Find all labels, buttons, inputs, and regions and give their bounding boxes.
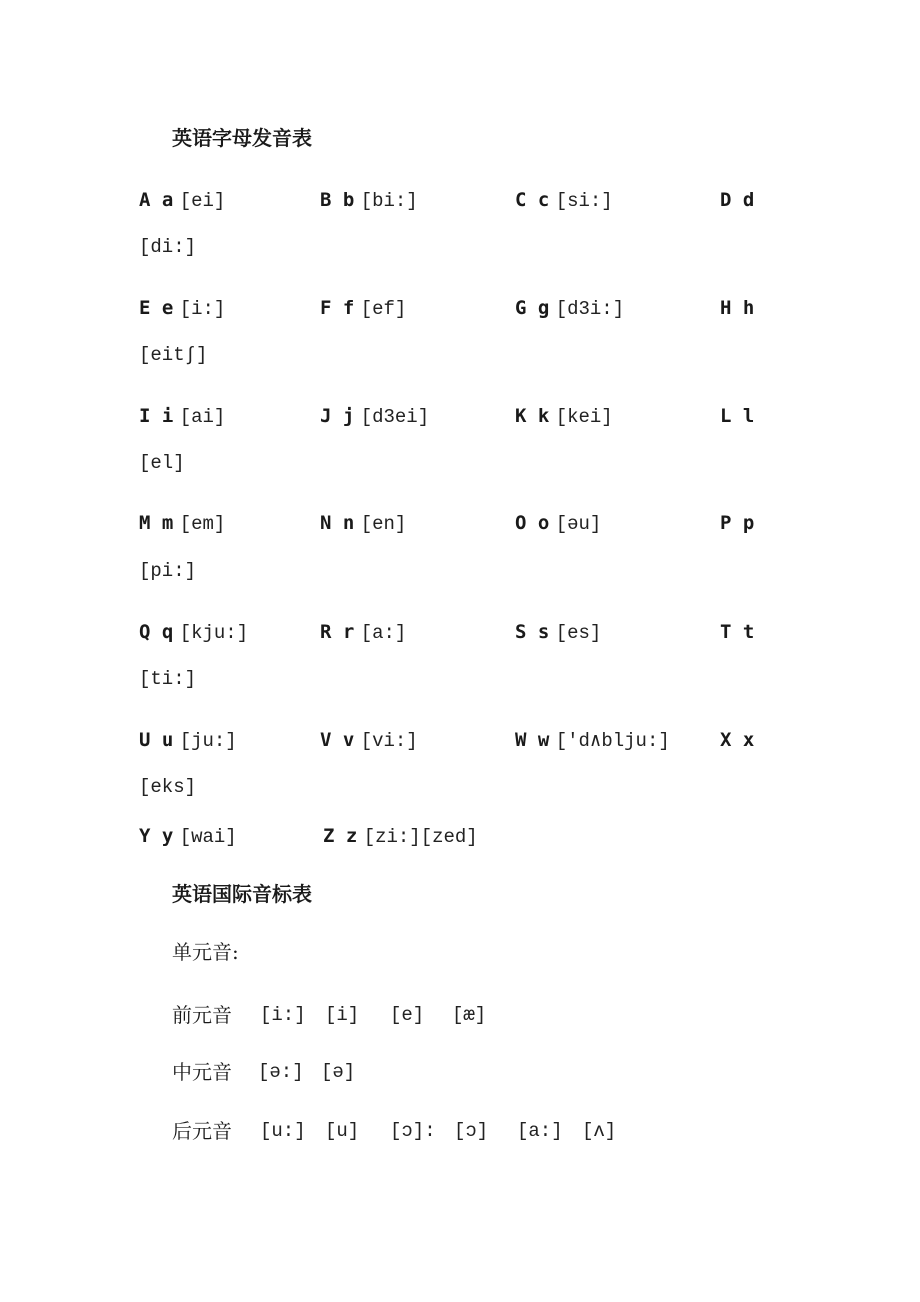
letter: K k	[515, 405, 550, 427]
vowel-symbol: [ə:]	[258, 1061, 304, 1083]
letter-cell	[320, 292, 406, 324]
letter: N n	[320, 512, 355, 534]
letter-cell	[139, 292, 225, 324]
letter: X x	[720, 729, 755, 751]
pronunciation: [ai]	[179, 406, 226, 428]
letter: V v	[320, 729, 355, 751]
pronunciation: [i:]	[179, 298, 226, 320]
vowel-symbol: [ə]	[321, 1061, 356, 1083]
letter: W w	[515, 729, 550, 751]
letter-cell	[139, 507, 225, 539]
letter-cell	[515, 292, 624, 324]
wrapped-pronunciation: [eit∫]	[139, 344, 208, 366]
letter: P p	[720, 512, 755, 534]
pronunciation: [əu]	[555, 513, 602, 535]
alphabet-row	[0, 724, 920, 754]
pronunciation: [en]	[360, 513, 407, 535]
letter-cell	[320, 724, 418, 756]
pronunciation: [em]	[179, 513, 226, 535]
letter-cell	[515, 184, 613, 216]
wrapped-pronunciation: [el]	[139, 452, 185, 474]
letter: L l	[720, 405, 755, 427]
letter-cell	[720, 616, 754, 647]
letter: T t	[720, 621, 755, 643]
letter: H h	[720, 297, 755, 319]
letter-cell	[139, 184, 225, 216]
alphabet-row	[0, 507, 920, 537]
letter: Y y	[139, 825, 174, 847]
letter-cell	[323, 820, 478, 852]
letter-cell	[515, 507, 601, 539]
pronunciation: [si:]	[555, 190, 613, 212]
vowel-symbol: [ɔ]	[454, 1120, 489, 1142]
letter-cell	[720, 400, 754, 431]
pronunciation: [bi:]	[360, 190, 418, 212]
wrapped-pronunciation: [pi:]	[139, 560, 197, 582]
pronunciation: [kei]	[555, 406, 613, 428]
pronunciation: [a:]	[360, 622, 407, 644]
vowel-group-label: 前元音	[172, 1003, 232, 1027]
letter: C c	[515, 189, 550, 211]
letter-cell	[139, 820, 237, 852]
vowel-symbol: [u:]	[260, 1120, 306, 1142]
pronunciation: [es]	[555, 622, 602, 644]
vowel-symbol: [æ]	[452, 1004, 487, 1026]
letter-cell	[320, 507, 406, 539]
letter: J j	[320, 405, 355, 427]
vowel-group-label: 中元音	[172, 1060, 232, 1084]
alphabet-row	[0, 400, 920, 430]
pronunciation: [ei]	[179, 190, 226, 212]
monophthong-label: 单元音:	[172, 940, 239, 964]
letter-cell	[515, 724, 670, 756]
wrapped-pronunciation: [eks]	[139, 776, 197, 798]
alphabet-row	[0, 616, 920, 646]
letter-cell	[139, 400, 225, 432]
wrapped-pronunciation: [ti:]	[139, 668, 197, 690]
letter: M m	[139, 512, 174, 534]
phonetic-title: 英语国际音标表	[172, 882, 312, 906]
letter: I i	[139, 405, 174, 427]
vowel-symbol: [u]	[325, 1120, 360, 1142]
pronunciation: [wai]	[179, 826, 237, 848]
letter: B b	[320, 189, 355, 211]
letter-cell	[320, 616, 406, 648]
pronunciation: [zi:][zed]	[363, 826, 478, 848]
letter-cell	[515, 400, 613, 432]
alphabet-title: 英语字母发音表	[172, 126, 312, 150]
letter: O o	[515, 512, 550, 534]
letter: S s	[515, 621, 550, 643]
vowel-symbol: [e]	[390, 1004, 425, 1026]
letter: Z z	[323, 825, 358, 847]
pronunciation: [d3i:]	[555, 298, 625, 320]
pronunciation: [ef]	[360, 298, 407, 320]
letter-cell	[515, 616, 601, 648]
letter-cell	[720, 292, 754, 323]
pronunciation: [vi:]	[360, 730, 418, 752]
pronunciation: [ju:]	[179, 730, 237, 752]
letter-cell	[320, 400, 429, 432]
letter: U u	[139, 729, 174, 751]
letter: E e	[139, 297, 174, 319]
letter-cell	[720, 507, 754, 538]
alphabet-row	[0, 292, 920, 322]
letter: A a	[139, 189, 174, 211]
letter-cell	[720, 184, 754, 215]
vowel-group-label: 后元音	[172, 1119, 232, 1143]
letter: D d	[720, 189, 755, 211]
pronunciation: [d3ei]	[360, 406, 430, 428]
vowel-symbol: [ɔ]:	[390, 1120, 436, 1142]
vowel-symbol: [a:]	[517, 1120, 563, 1142]
vowel-symbol: [i:]	[260, 1004, 306, 1026]
pronunciation: [′d∧blju:]	[555, 730, 670, 752]
letter: Q q	[139, 621, 174, 643]
letter-cell	[139, 724, 237, 756]
vowel-symbol: [i]	[325, 1004, 360, 1026]
alphabet-row	[0, 184, 920, 214]
letter: F f	[320, 297, 355, 319]
letter: G g	[515, 297, 550, 319]
wrapped-pronunciation: [di:]	[139, 236, 197, 258]
alphabet-row	[0, 820, 920, 850]
vowel-symbol: [ʌ]	[582, 1120, 617, 1142]
pronunciation: [kju:]	[179, 622, 249, 644]
letter-cell	[139, 616, 248, 648]
letter: R r	[320, 621, 355, 643]
letter-cell	[320, 184, 418, 216]
letter-cell	[720, 724, 754, 755]
